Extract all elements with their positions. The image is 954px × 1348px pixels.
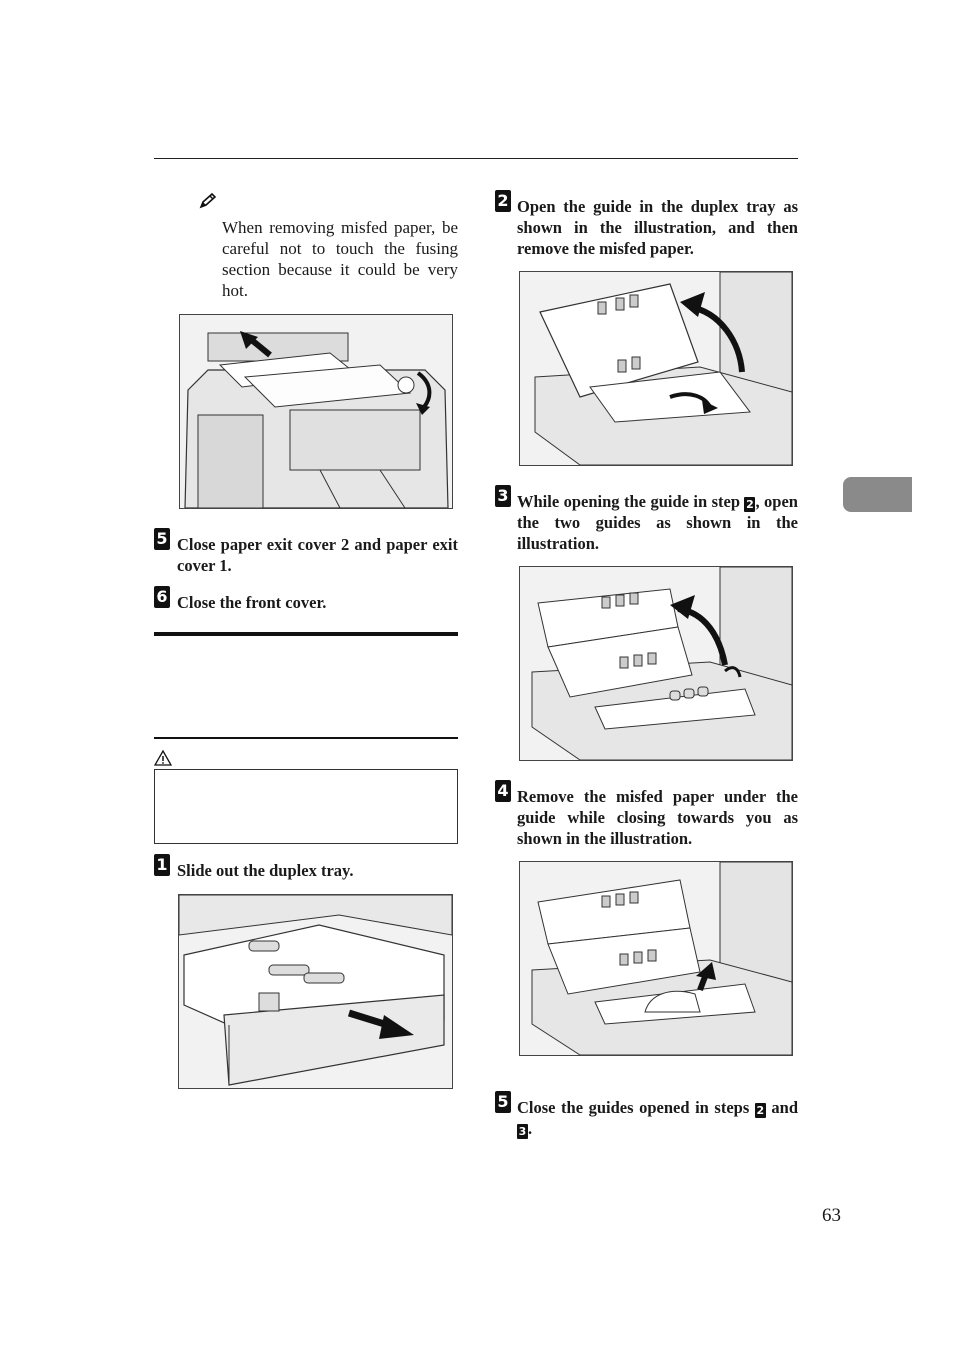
page-number: 63 (822, 1205, 841, 1226)
pencil-note-icon (198, 192, 218, 210)
figure-remove-paper-under-guide (519, 861, 793, 1056)
chapter-tab (843, 477, 912, 512)
step-3-text (517, 491, 798, 554)
step-6-text: Close the front cover. (177, 593, 327, 612)
step-number-1: 1 (154, 854, 170, 876)
step-number-5: 5 (154, 528, 170, 550)
step-3-text-before: While opening the guide in step (517, 492, 745, 511)
step-ref-2: 2 (746, 498, 754, 511)
warning-triangle-icon (154, 750, 172, 766)
note-text: When removing misfed paper, be careful not to touch the fusing section because it could be very hot. (222, 218, 458, 300)
step-3-text-after: , open the two guides as shown in the illustration. (517, 492, 798, 553)
figure-open-guide-duplex-tray (519, 271, 793, 466)
figure-open-two-guides (519, 566, 793, 761)
step-5-right-text-middle: and (765, 1098, 798, 1117)
step-number-4: 4 (495, 780, 511, 802)
step-number-5-right: 5 (495, 1091, 511, 1113)
step-ref-2: 2 (756, 1104, 765, 1117)
step-2-text: Open the guide in the duplex tray as shown in the illustration, and then remove the misfed paper. (517, 197, 798, 258)
step-number-3: 3 (495, 485, 511, 507)
step-5-right-text-after: . (528, 1119, 533, 1138)
step-5-right-text (517, 1097, 798, 1139)
figure-paper-exit-misfeed (179, 314, 453, 509)
caution-box (154, 769, 458, 844)
step-4-text: Remove the misfed paper under the guide while closing towards you as shown in the illustration. (517, 787, 798, 848)
step-number-6: 6 (154, 586, 170, 608)
step-number-2: 2 (495, 190, 511, 212)
step-5-right-text-before: Close the guides opened in steps (517, 1098, 755, 1117)
step-ref-3: 3 (518, 1125, 527, 1138)
header-rule (154, 158, 798, 159)
section-rule-thick (154, 632, 458, 636)
step-1-text: Slide out the duplex tray. (177, 861, 354, 880)
figure-slide-out-duplex-tray (178, 894, 453, 1089)
step-5-text: Close paper exit cover 2 and paper exit cover 1. (177, 535, 458, 575)
section-rule-thin (154, 737, 458, 739)
